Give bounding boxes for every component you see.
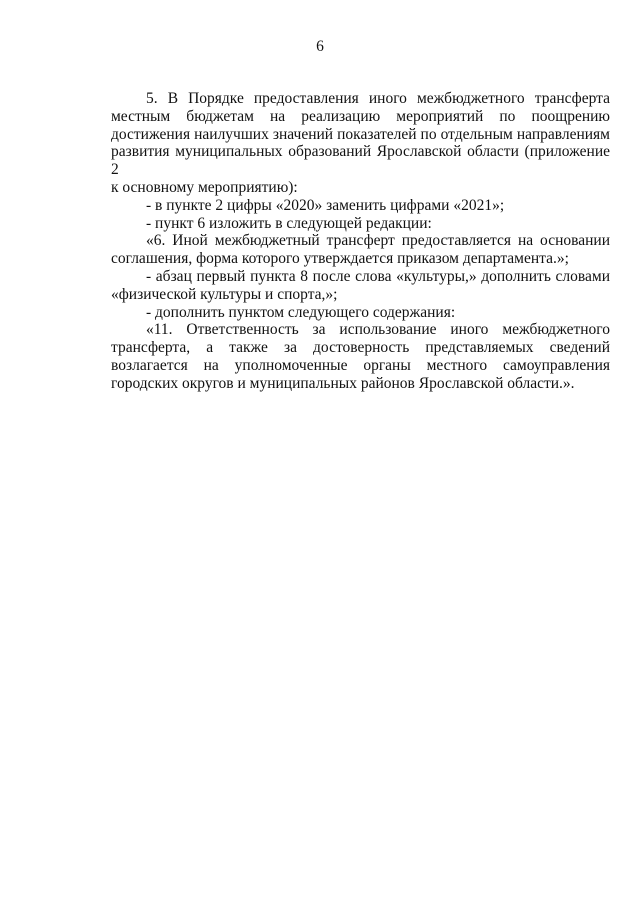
page-number: 6 <box>316 38 324 55</box>
document-body <box>111 90 610 393</box>
paragraph-point-2-change: - в пункте 2 цифры «2020» заменить цифрами «2021»; <box>146 196 505 214</box>
paragraph-point-6-new-text: «6. Иной межбюджетный трансферт предоставляется на основании соглашения, форма которого утверждается приказом департамента.»; <box>111 232 610 268</box>
paragraph-add-point: - дополнить пунктом следующего содержания: <box>146 303 456 321</box>
paragraph-point-6-change: - пункт 6 изложить в следующей редакции: <box>146 214 432 232</box>
paragraph-item-5-intro: 5. В Порядке предоставления иного межбюджетного трансферта местным бюджетам на реализацию мероприятий по поощрению достижения наилучших значений показателей по отдельным направлениям развития муниципальных образований Ярославской области (приложение 2 <box>111 90 610 179</box>
paragraph-item-5-intro-end: к основному мероприятию): <box>111 178 298 196</box>
paragraph-point-11-new-text: «11. Ответственность за использование иного межбюджетного трансферта, а также за достоверность представляемых сведений возлагается на уполномоченные органы местного самоуправления городских округов и муниципальных районов Ярославской области.». <box>111 321 610 392</box>
paragraph-point-8-change: - абзац первый пункта 8 после слова «культуры,» дополнить словами «физической культуры и спорта,»; <box>111 267 610 303</box>
